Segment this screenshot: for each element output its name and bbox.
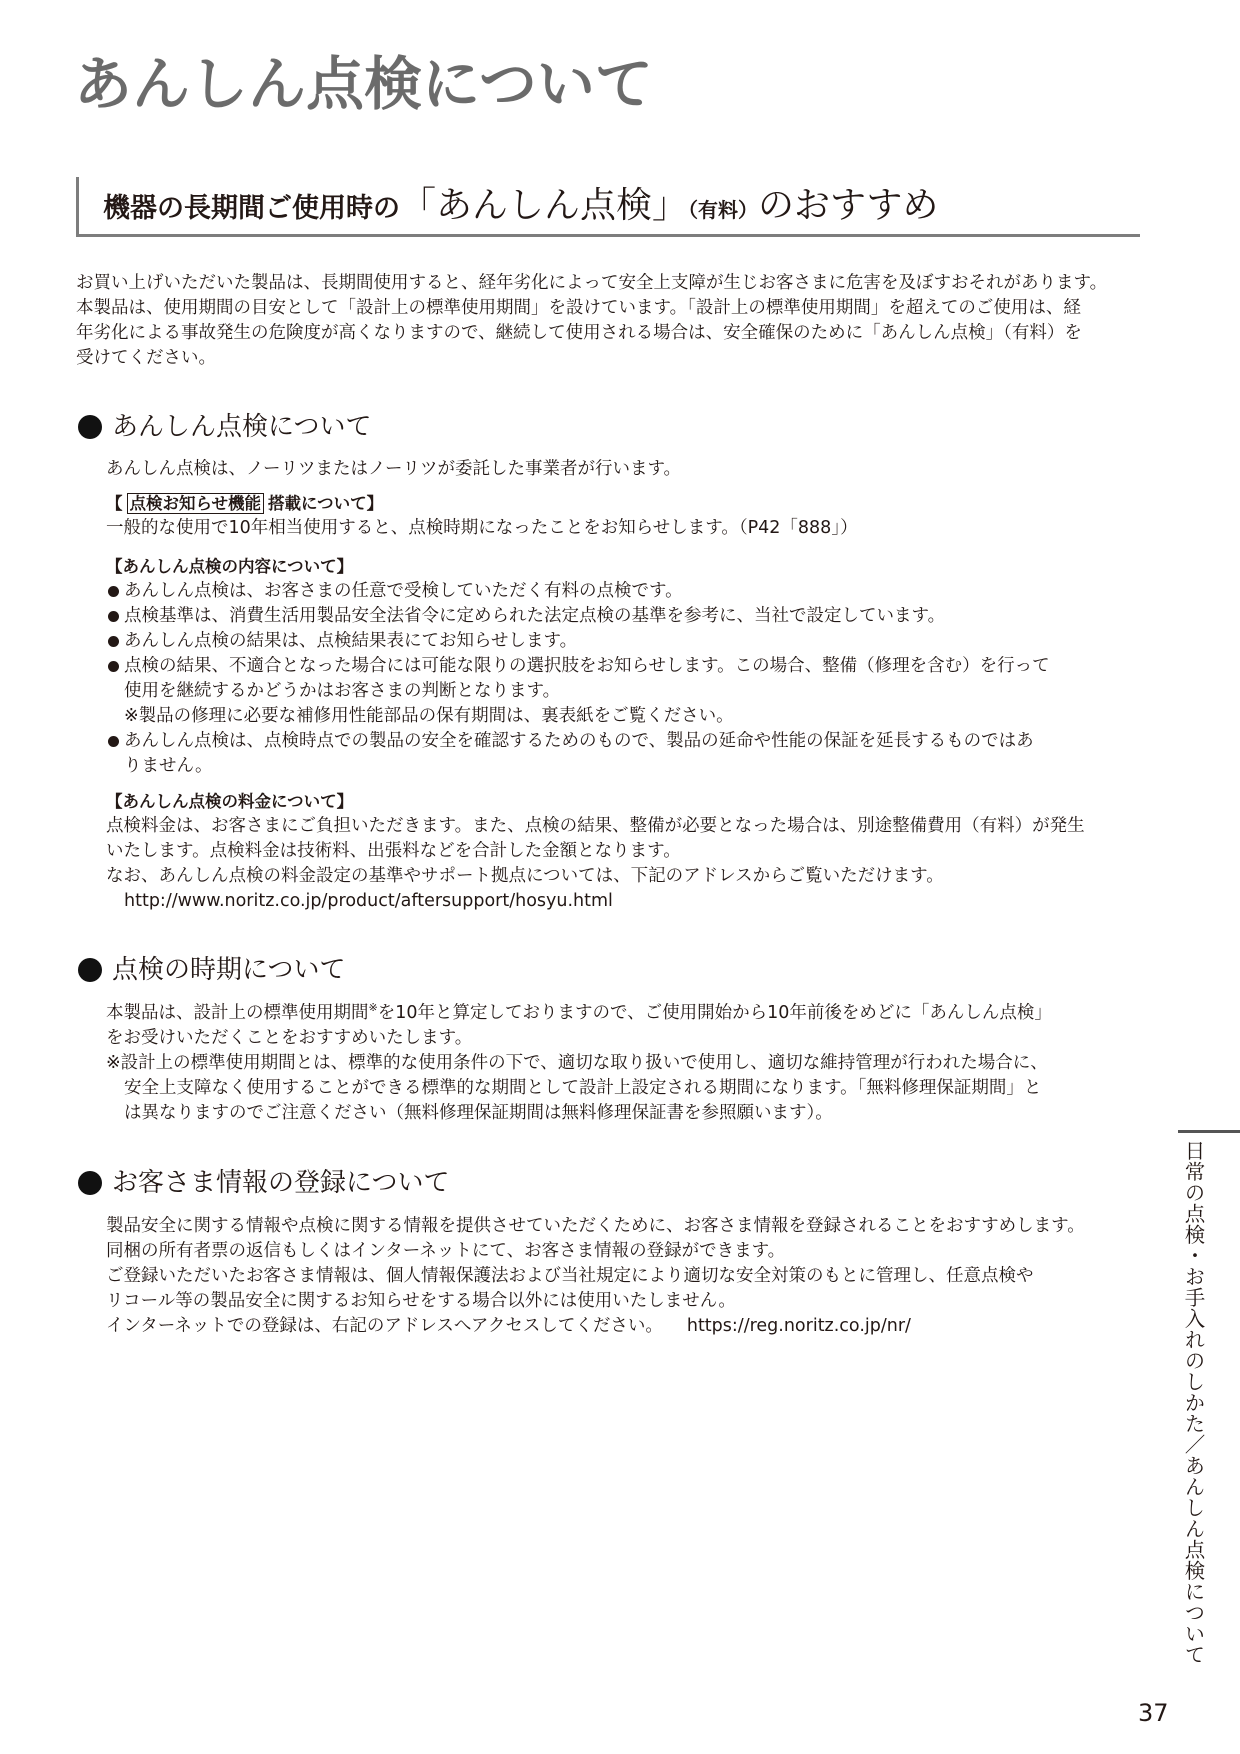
list-bullet-icon (108, 736, 119, 747)
heading-bullet-icon (78, 958, 102, 982)
list-item (106, 654, 1140, 729)
timing-section (106, 1001, 1140, 1126)
notice-label-close: 搭載について】 (268, 494, 384, 513)
intro-line: 受けてください。 (76, 348, 216, 368)
list-item-line: 点検の結果、不適合となった場合には可能な限りの選択肢をお知らせします。この場合、整備（修理を含む）を行って (124, 656, 1050, 676)
heading-timing-text: 点検の時期について (112, 955, 346, 985)
list-item-line: 点検基準は、消費生活用製品安全法省令に定められた法定点検の基準を参考に、当社で設定しています。 (124, 606, 946, 626)
anshin-lead: あんしん点検は、ノーリツまたはノーリツが委託した事業者が行います。 (106, 459, 682, 479)
list-item-line: あんしん点検の結果は、点検結果表にてお知らせします。 (124, 631, 578, 651)
list-item-line: りません。 (124, 756, 213, 776)
list-bullet-icon (108, 586, 119, 597)
fee-line: いたします。点検料金は技術料、出張料などを合計した金額となります。 (106, 841, 681, 861)
list-item (106, 729, 1140, 779)
section-header (76, 177, 1140, 237)
registration-line: ご登録いただいたお客さま情報は、個人情報保護法および当社規定により適切な安全対策のもとに管理し、任意点検や (106, 1266, 1034, 1286)
fee-label: 【あんしん点検の料金について】 (106, 792, 354, 811)
timing-note-line: は異なりますのでご注意ください（無料修理保証期間は無料修理保証書を参照願います）。 (124, 1103, 833, 1123)
heading-anshin (78, 410, 371, 444)
page-number: 37 (1138, 1699, 1169, 1727)
list-item (106, 604, 1140, 629)
side-tab-label: 日常の点検・お手入れのしかた／あんしん点検について (1181, 1140, 1205, 1665)
list-item-line: あんしん点検は、お客さまの任意で受検していただく有料の点検です。 (124, 581, 683, 601)
section-header-part3: （有料） (688, 198, 759, 222)
registration-url: https://reg.noritz.co.jp/nr/ (686, 1316, 911, 1336)
registration-line (106, 1314, 1140, 1339)
timing-line (106, 1001, 1140, 1026)
heading-timing (78, 953, 345, 987)
section-header-text (103, 185, 939, 226)
registration-section (106, 1214, 1140, 1339)
list-bullet-icon (108, 661, 119, 672)
heading-registration-text: お客さま情報の登録について (112, 1168, 450, 1198)
timing-note-line: 安全上支障なく使用することができる標準的な期間として設計上設定される期間になります。「無料修理保証期間」と (124, 1078, 1042, 1098)
page-title: あんしん点検について (74, 50, 653, 118)
list-bullet-icon (108, 636, 119, 647)
section-header-part2: 「あんしん点検」 (400, 185, 689, 226)
list-item-note: ※製品の修理に必要な補修用性能部品の保有期間は、裏表紙をご覧ください。 (124, 706, 734, 726)
intro-paragraph (76, 271, 1140, 371)
registration-internet-text: インターネットでの登録は、右記のアドレスへアクセスしてください。 (106, 1316, 663, 1336)
timing-note-line: ※設計上の標準使用期間とは、標準的な使用条件の下で、適切な取り扱いで使用し、適切な維持管理が行われた場合に、 (106, 1053, 1048, 1073)
notice-label (106, 491, 1140, 516)
section-header-part4: のおすすめ (758, 185, 939, 226)
fee-url: http://www.noritz.co.jp/product/aftersupport/hosyu.html (124, 891, 613, 911)
fee-line: 点検料金は、お客さまにご負担いただきます。また、点検の結果、整備が必要となった場合は、別途整備費用（有料）が発生 (106, 816, 1085, 836)
list-bullet-icon (108, 611, 119, 622)
notice-text: 一般的な使用で10年相当使用すると、点検時期になったことをお知らせします。（P42「888」） (106, 518, 858, 538)
intro-line: 本製品は、使用期間の目安として「設計上の標準使用期間」を設けています。「設計上の標準使用期間」を超えてのご使用は、経 (76, 298, 1081, 318)
anshin-section (106, 457, 1140, 914)
section-header-part1: 機器の長期間ご使用時の (103, 193, 400, 224)
registration-line: 製品安全に関する情報や点検に関する情報を提供させていただくために、お客さま情報を登録されることをおすすめします。 (106, 1216, 1085, 1236)
fee-line: なお、あんしん点検の料金設定の基準やサポート拠点については、下記のアドレスからご覧いただけます。 (106, 866, 944, 886)
list-item-line: 使用を継続するかどうかはお客さまの判断となります。 (124, 681, 561, 701)
intro-line: お買い上げいただいた製品は、長期間使用すると、経年劣化によって安全上支障が生じお客さまに危害を及ぼすおそれがあります。 (76, 273, 1108, 293)
list-item (106, 579, 1140, 604)
heading-bullet-icon (78, 1171, 102, 1195)
notice-label-open: 【 (106, 494, 123, 513)
registration-line: 同梱の所有者票の返信もしくはインターネットにて、お客さま情報の登録ができます。 (106, 1241, 786, 1261)
list-item (106, 629, 1140, 654)
heading-bullet-icon (78, 415, 102, 439)
side-tab-rule (1178, 1130, 1240, 1133)
registration-line: リコール等の製品安全に関するお知らせをする場合以外には使用いたしません。 (106, 1291, 736, 1311)
timing-line1-b: を10年と算定しておりますので、ご使用開始から10年前後をめどに「あんしん点検」 (377, 1003, 1052, 1023)
notice-label-boxed: 点検お知らせ機能 (127, 493, 265, 514)
content-label: 【あんしん点検の内容について】 (106, 557, 354, 576)
heading-anshin-text: あんしん点検について (112, 412, 372, 442)
intro-line: 年劣化による事故発生の危険度が高くなりますので、継続して使用される場合は、安全確保のために「あんしん点検」（有料）を (76, 323, 1082, 343)
timing-line: をお受けいただくことをおすすめいたします。 (106, 1028, 473, 1048)
timing-line1-a: 本製品は、設計上の標準使用期間 (106, 1003, 369, 1023)
list-item-line: あんしん点検は、点検時点での製品の安全を確認するためのもので、製品の延命や性能の保証を延長するものではあ (124, 731, 1034, 751)
heading-registration (78, 1166, 449, 1200)
timing-note-mark: ※ (368, 1001, 378, 1014)
